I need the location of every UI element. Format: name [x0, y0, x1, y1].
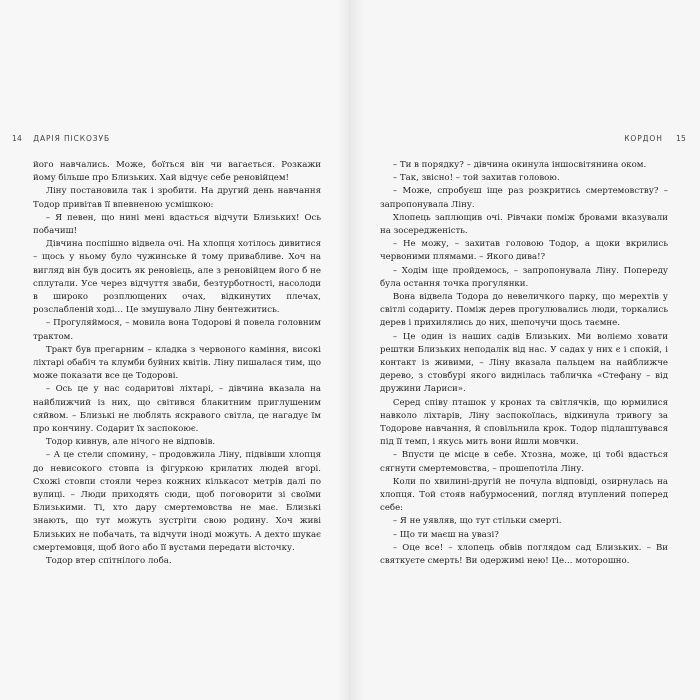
paragraph: – Це один із наших садів Близьких. Ми воліємо ховати рештки Близьких неподалік від нас. У садах у них є і спокій, і контакт із живими, – Ліну вказала пальцем на найближче дерево, з стовбурі якого виднілась табличка «Стефану – від дружини Лариси».: [380, 331, 668, 395]
right-page: [350, 0, 700, 700]
right-page-number: 15: [676, 134, 686, 143]
paragraph: – А це стели спомину, – продовжила Ліну, підвівши хлопця до невисокого стовпа із фігуркою крилатих людей вгорі. Схожі стовпи стояли через кожних кількасот метрів далі по вулиці. – Люди приходять сюди, щоб поговорити зі своїми Близькими. Ті, хто дару смертемовства не має. Близькі знають, що тут можуть зустріти свою родину. Хоч живі Близьких не побачать, та відчути іноді можуть. А дехто шукає смертемовця, щоб його або її вустами передати вісточку.: [33, 450, 321, 553]
paragraph: Тодор кивнув, але нічого не відповів.: [45, 437, 216, 448]
right-running-header: [624, 134, 686, 143]
left-running-header: [12, 134, 110, 143]
right-running-head: КОРДОН: [624, 134, 663, 143]
paragraph: – Я не уявляв, що тут стільки смерті.: [392, 516, 562, 527]
right-page-text: [380, 159, 668, 568]
paragraph: – Впусти це місце в себе. Хтозна, може, ці тобі вдасться сягнути смертемовства, – прошепотіла Ліну.: [380, 450, 668, 474]
paragraph: Коли по хвилині-другій не почула відповіді, озирнулась на хлопця. Той стояв набурмосений, погляд втуплений поперед себе:: [380, 476, 668, 514]
paragraph: – Так, звісно! – той захитав головою.: [392, 173, 560, 184]
paragraph: – Ходім іще пройдемось, – запропонувала Ліну. Попереду була остання точка прогулянки.: [380, 265, 668, 289]
paragraph: Тракт був прегарним – кладка з червоного каміння, високі ліхтарі обабіч та клумби буйних квітів. Ліну пишалася тим, що може показати все це Тодорові.: [33, 344, 321, 382]
left-page-number: 14: [12, 134, 22, 143]
paragraph: його навчались. Може, боїться він чи вагається. Розкажи йому більше про Близьких. Хай відчує себе реновійцем!: [33, 160, 321, 184]
left-running-head: ДАРІЯ ПІСКОЗУБ: [33, 134, 111, 143]
paragraph: – Може, спробуєш іще раз розкритись смертемовству? – запропонувала Ліну.: [380, 186, 668, 210]
paragraph: Ліну постановила так і зробити. На другий день навчання Тодор привітав її впевненою усмішкою:: [33, 186, 321, 210]
paragraph: – Не можу, – захитав головою Тодор, а щоки вкрились червоними плямами. – Якого дива!?: [380, 239, 668, 263]
paragraph: Дівчина поспішно відвела очі. На хлопця хотілось дивитися – щось у ньому було чужинське й тому привабливе. Хоч на вигляд він був досить як реновієць, але з реновійцем його б не сплутали. Усе через відчуття зваби, безтурботності, насолоди в широко розплющених очах, відкинутих плечах, розслабленій ході… Це змушувало Ліну бентежитись.: [33, 239, 321, 316]
paragraph: Вона відвела Тодора до невеличкого парку, що мерехтів у світлі содариту. Поміж дерев прогулювались люди, торкались дерев і прихилялись до них, шепочучи щось таємне.: [380, 292, 668, 329]
book-gutter-shadow: [336, 0, 364, 700]
paragraph: Серед співу пташок у кронах та світлячків, що юрмилися навколо ліхтарів, Ліну заспокоїлась, відкинула тривогу за Тодорове навчання, й сповільнила крок. Тодор підлаштувався під її темп, і якусь мить вони йшли мовчки.: [380, 397, 668, 448]
paragraph: – Оце все! – хлопець обвів поглядом сад Близьких. – Ви святкуєте смерть! Ви одержимі нею! Це… моторошно.: [380, 542, 668, 567]
left-page-text: [33, 159, 321, 568]
paragraph: – Я певен, що нині мені вдасться відчути Близьких! Ось побачиш!: [33, 212, 321, 237]
paragraph: – Ось це у нас содаритові ліхтарі, – дівчина вказала на найближчий із них, що світився блакитним приглушеним сяйвом. – Близькі не люблять яскравого світла, це нагадує їм про кончину. Содарит їх заспокоює.: [33, 384, 321, 435]
paragraph: – Прогуляймося, – мовила вона Тодорові й повела головним трактом.: [33, 318, 321, 342]
paragraph: Хлопець заплющив очі. Рівчаки поміж бровами вказували на зосередженість.: [380, 212, 668, 237]
paragraph: Тодор втер спітнілого лоба.: [45, 556, 172, 567]
paragraph: – Ти в порядку? – дівчина окинула іншосвітянина оком.: [392, 160, 647, 170]
paragraph: – Що ти маєш на увазі?: [392, 529, 499, 540]
